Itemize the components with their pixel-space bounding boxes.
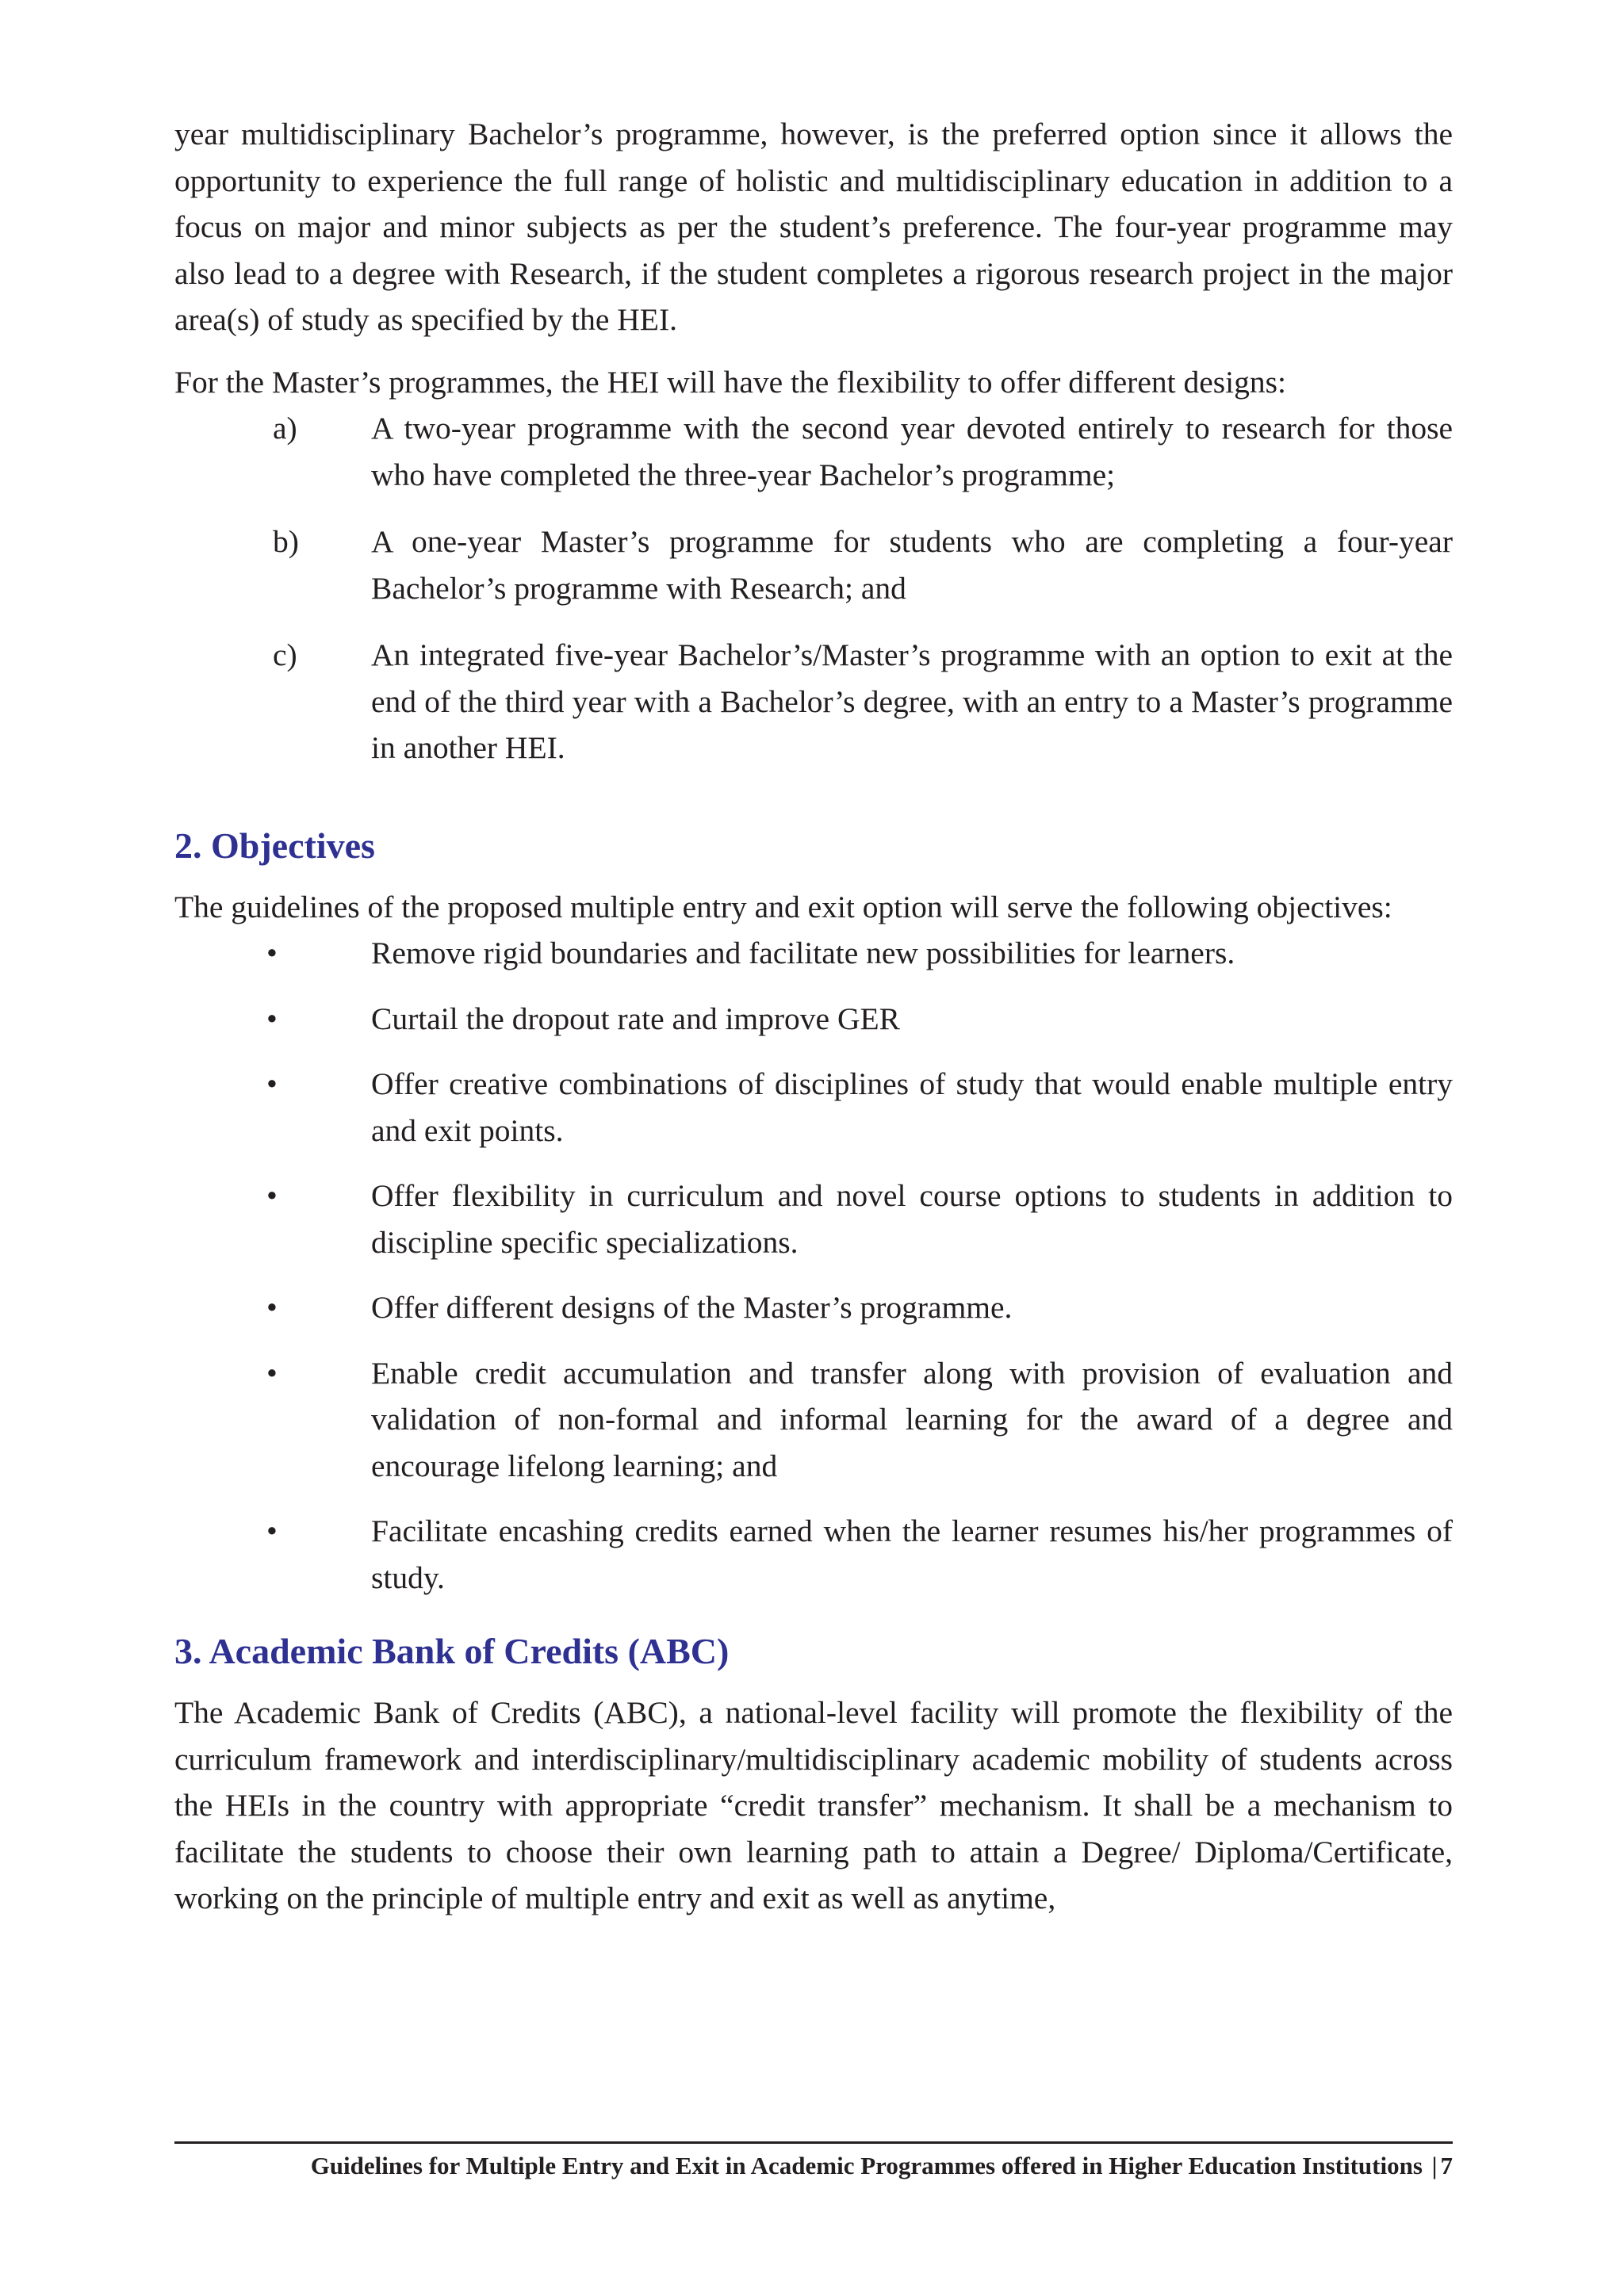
list-text: Remove rigid boundaries and facilitate new possibilities for learners. bbox=[371, 936, 1235, 970]
list-item bbox=[174, 930, 1453, 977]
masters-lead: For the Master’s programmes, the HEI will have the flexibility to offer different designs: bbox=[174, 364, 1286, 400]
list-text: Facilitate encashing credits earned when the learner resumes his/her programmes of study. bbox=[371, 1513, 1453, 1595]
list-text: Enable credit accumulation and transfer along with provision of evaluation and validation of non-formal and informal learning for the award of a degree and encourage lifelong learning; and bbox=[371, 1355, 1453, 1483]
list-marker: a) bbox=[273, 411, 297, 446]
list-item bbox=[174, 1508, 1453, 1601]
list-item bbox=[174, 405, 1453, 498]
list-item bbox=[174, 632, 1453, 771]
bullet-icon: • bbox=[266, 1355, 278, 1391]
footer-separator: | bbox=[1431, 2152, 1438, 2179]
page-footer bbox=[174, 2150, 1453, 2182]
bullet-icon: • bbox=[266, 1513, 278, 1548]
bullet-icon: • bbox=[266, 1178, 278, 1213]
objectives-list bbox=[174, 930, 1453, 1601]
list-text: A one-year Master’s programme for students who are completing a four-year Bachelor’s programme with Research; and bbox=[371, 524, 1453, 606]
abc-paragraph: The Academic Bank of Credits (ABC), a national-level facility will promote the flexibility of the curriculum framework and interdisciplinary/multidisciplinary academic mobility of students across the HEIs in the country with appropriate “credit transfer” mechanism. It shall be a mechanism to facilitate the students to choose their own learning path to attain a Degree/ Diploma/Certificate, working on the principle of multiple entry and exit as well as anytime, bbox=[174, 1695, 1453, 1915]
bullet-icon: • bbox=[266, 1001, 278, 1036]
list-item bbox=[174, 996, 1453, 1043]
list-marker: b) bbox=[273, 524, 299, 559]
masters-list bbox=[174, 405, 1453, 771]
list-text: Offer different designs of the Master’s programme. bbox=[371, 1290, 1013, 1325]
list-marker: c) bbox=[273, 637, 297, 672]
list-item bbox=[174, 519, 1453, 611]
list-text: Offer creative combinations of disciplines of study that would enable multiple entry and exit points. bbox=[371, 1066, 1453, 1148]
page-number: 7 bbox=[1440, 2152, 1453, 2179]
objectives-lead: The guidelines of the proposed multiple entry and exit option will serve the following objectives: bbox=[174, 889, 1392, 924]
list-item bbox=[174, 1173, 1453, 1265]
list-text: A two-year programme with the second year devoted entirely to research for those who have completed the three-year Bachelor’s programme; bbox=[371, 411, 1453, 492]
list-text: An integrated five-year Bachelor’s/Master’s programme with an option to exit at the end of the third year with a Bachelor’s degree, with an entry to a Master’s programme in another HEI. bbox=[371, 637, 1453, 765]
list-item bbox=[174, 1061, 1453, 1154]
bullet-icon: • bbox=[266, 1066, 278, 1101]
footer-title: Guidelines for Multiple Entry and Exit in Academic Programmes offered in Higher Education Institutions bbox=[310, 2152, 1423, 2179]
page-content bbox=[174, 111, 1453, 1922]
list-item bbox=[174, 1350, 1453, 1490]
footer-divider bbox=[174, 2141, 1453, 2144]
intro-paragraph: year multidisciplinary Bachelor’s programme, however, is the preferred option since it allows the opportunity to experience the full range of holistic and multidisciplinary education in addition to a focus on major and minor subjects as per the student’s preference. The four-year programme may also lead to a degree with Research, if the student completes a rigorous research project in the major area(s) of study as specified by the HEI. bbox=[174, 117, 1453, 337]
list-text: Curtail the dropout rate and improve GER bbox=[371, 1001, 900, 1036]
bullet-icon: • bbox=[266, 936, 278, 970]
list-item bbox=[174, 1284, 1453, 1331]
list-text: Offer flexibility in curriculum and novel course options to students in addition to discipline specific specializations. bbox=[371, 1178, 1453, 1260]
abc-heading: 3. Academic Bank of Credits (ABC) bbox=[174, 1631, 730, 1671]
objectives-heading: 2. Objectives bbox=[174, 825, 375, 866]
bullet-icon: • bbox=[266, 1290, 278, 1325]
